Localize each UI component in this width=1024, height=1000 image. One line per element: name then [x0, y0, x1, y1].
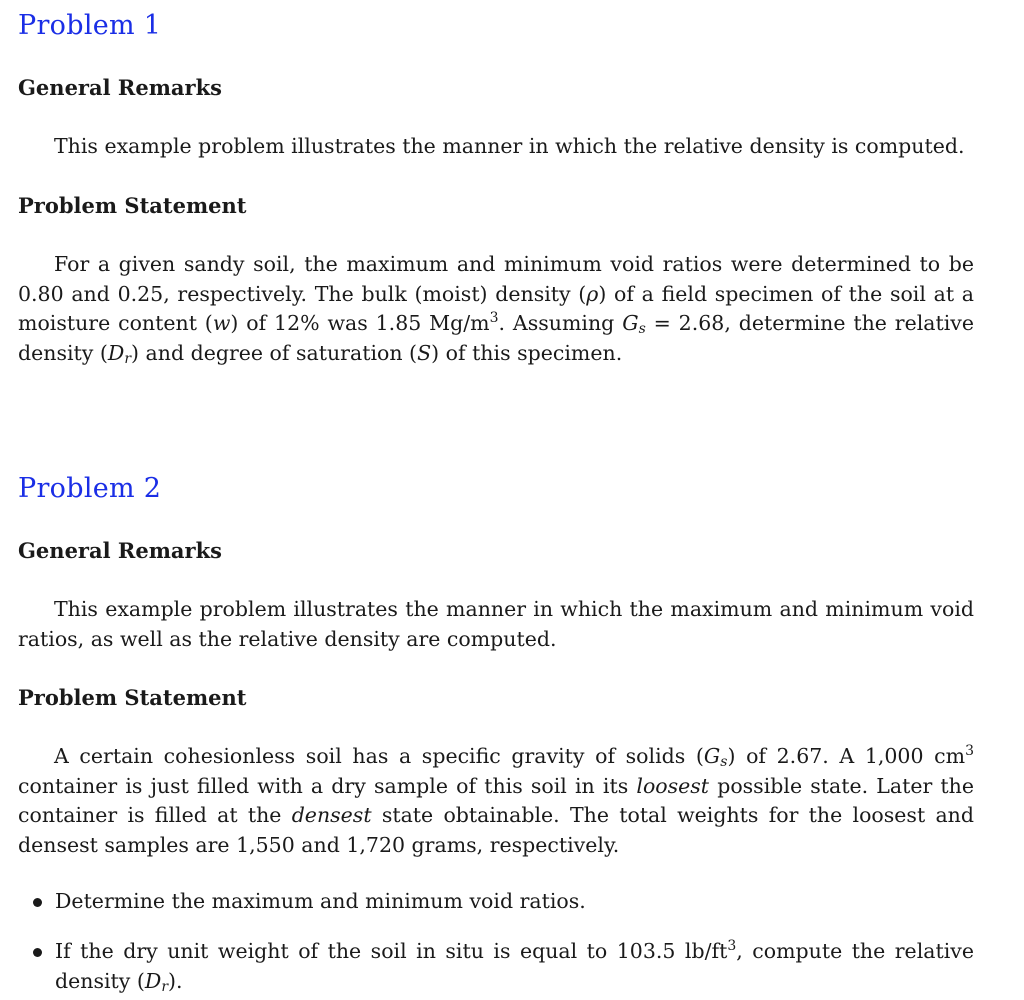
problem-2-statement-heading: Problem Statement — [18, 685, 247, 710]
bullet-item-1: Determine the maximum and minimum void ratios. — [55, 887, 974, 917]
problem-1-remarks-heading: General Remarks — [18, 75, 222, 100]
bullet-icon — [33, 898, 42, 907]
problem-2-statement-text: A certain cohesionless soil has a specific gravity of solids $(G_s)$ of 2.67. A 1,000 $cm^3$ container is just filled with a dry sample of this soil in its loosest possible state. Later the container is filled at the densest state obtainable. The total weights for the loosest and densest samples are 1,550 and 1,720 grams, respectively. — [18, 743, 974, 857]
problem-2-title: Problem 2 — [18, 473, 162, 504]
problem-1-statement-text: For a given sandy soil, the maximum and minimum void ratios were determined to be 0.80 and 0.25, respectively. The bulk (moist) density (ρ) of a field specimen of the soil at a moisture content (w) of 12% was 1.85 $Mg/m^3$. Assuming $G_s = 2.68$, determine the relative density $(D_r)$ and degree of saturation (S) of this specimen. — [18, 252, 975, 367]
problem-1-remarks-text: This example problem illustrates the manner in which the relative density is computed. — [54, 134, 965, 158]
problem-2-remarks-text: This example problem illustrates the manner in which the maximum and minimum void ratios, as well as the relative density are computed. — [18, 597, 974, 651]
bullet-item-2: If the dry unit weight of the soil in situ is equal to 103.5 $lb/ft^3$, compute the relative density $(D_r)$. — [55, 937, 974, 996]
problem-1-statement-heading: Problem Statement — [18, 193, 247, 218]
problem-1-title: Problem 1 — [18, 10, 162, 41]
bullet-icon — [33, 948, 42, 957]
problem-2-remarks-heading: General Remarks — [18, 538, 222, 563]
